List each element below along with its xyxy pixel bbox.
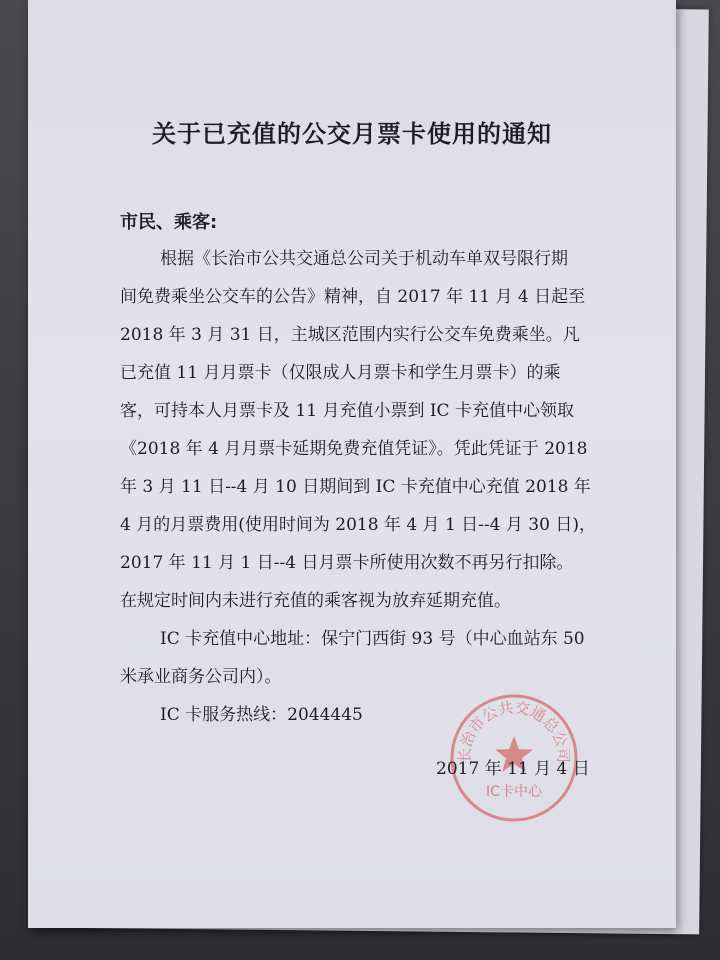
body-line: 2017 年 11 月 1 日--4 日月票卡所使用次数不再另行扣除。	[120, 553, 574, 573]
body-line: 间免费乘坐公交车的公告》精神，自 2017 年 11 月 4 日起至	[120, 287, 586, 307]
page-title: 关于已充值的公交月票卡使用的通知	[152, 120, 552, 148]
body-line: 2018 年 3 月 31 日，主城区范围内实行公交车免费乘坐。凡	[120, 325, 580, 345]
hotline: IC 卡服务热线：2044445	[160, 705, 363, 725]
body-line: 在规定时间内未进行充值的乘客视为放弃延期充值。	[120, 591, 511, 611]
issue-date: 2017 年 11 月 4 日	[436, 759, 590, 779]
body-line: 年 3 月 11 日--4 月 10 日期间到 IC 卡充值中心充值 2018 年	[120, 477, 591, 497]
seal-center-text: IC卡中心	[486, 784, 542, 800]
notice-page	[28, 0, 676, 928]
address-line: 米承业商务公司内）。	[120, 667, 282, 687]
body-line: 4 月的月票费用(使用时间为 2018 年 4 月 1 日--4 月 30 日)，	[120, 515, 596, 535]
body-line: 根据《长治市公共交通总公司关于机动车单双号限行期	[160, 249, 568, 269]
body-line: 客，可持本人月票卡及 11 月充值小票到 IC 卡充值中心领取	[120, 401, 574, 421]
body-line: 已充值 11 月月票卡（仅限成人月票卡和学生月票卡）的乘	[120, 363, 561, 383]
seal-ring-text: 长治市公共交通总公司	[455, 698, 573, 764]
body-line: 《2018 年 4 月月票卡延期免费充值凭证》。凭此凭证于 2018	[120, 439, 588, 459]
address-line: IC 卡充值中心地址：保宁门西街 93 号（中心血站东 50	[160, 629, 585, 649]
salutation: 市民、乘客:	[120, 212, 218, 233]
